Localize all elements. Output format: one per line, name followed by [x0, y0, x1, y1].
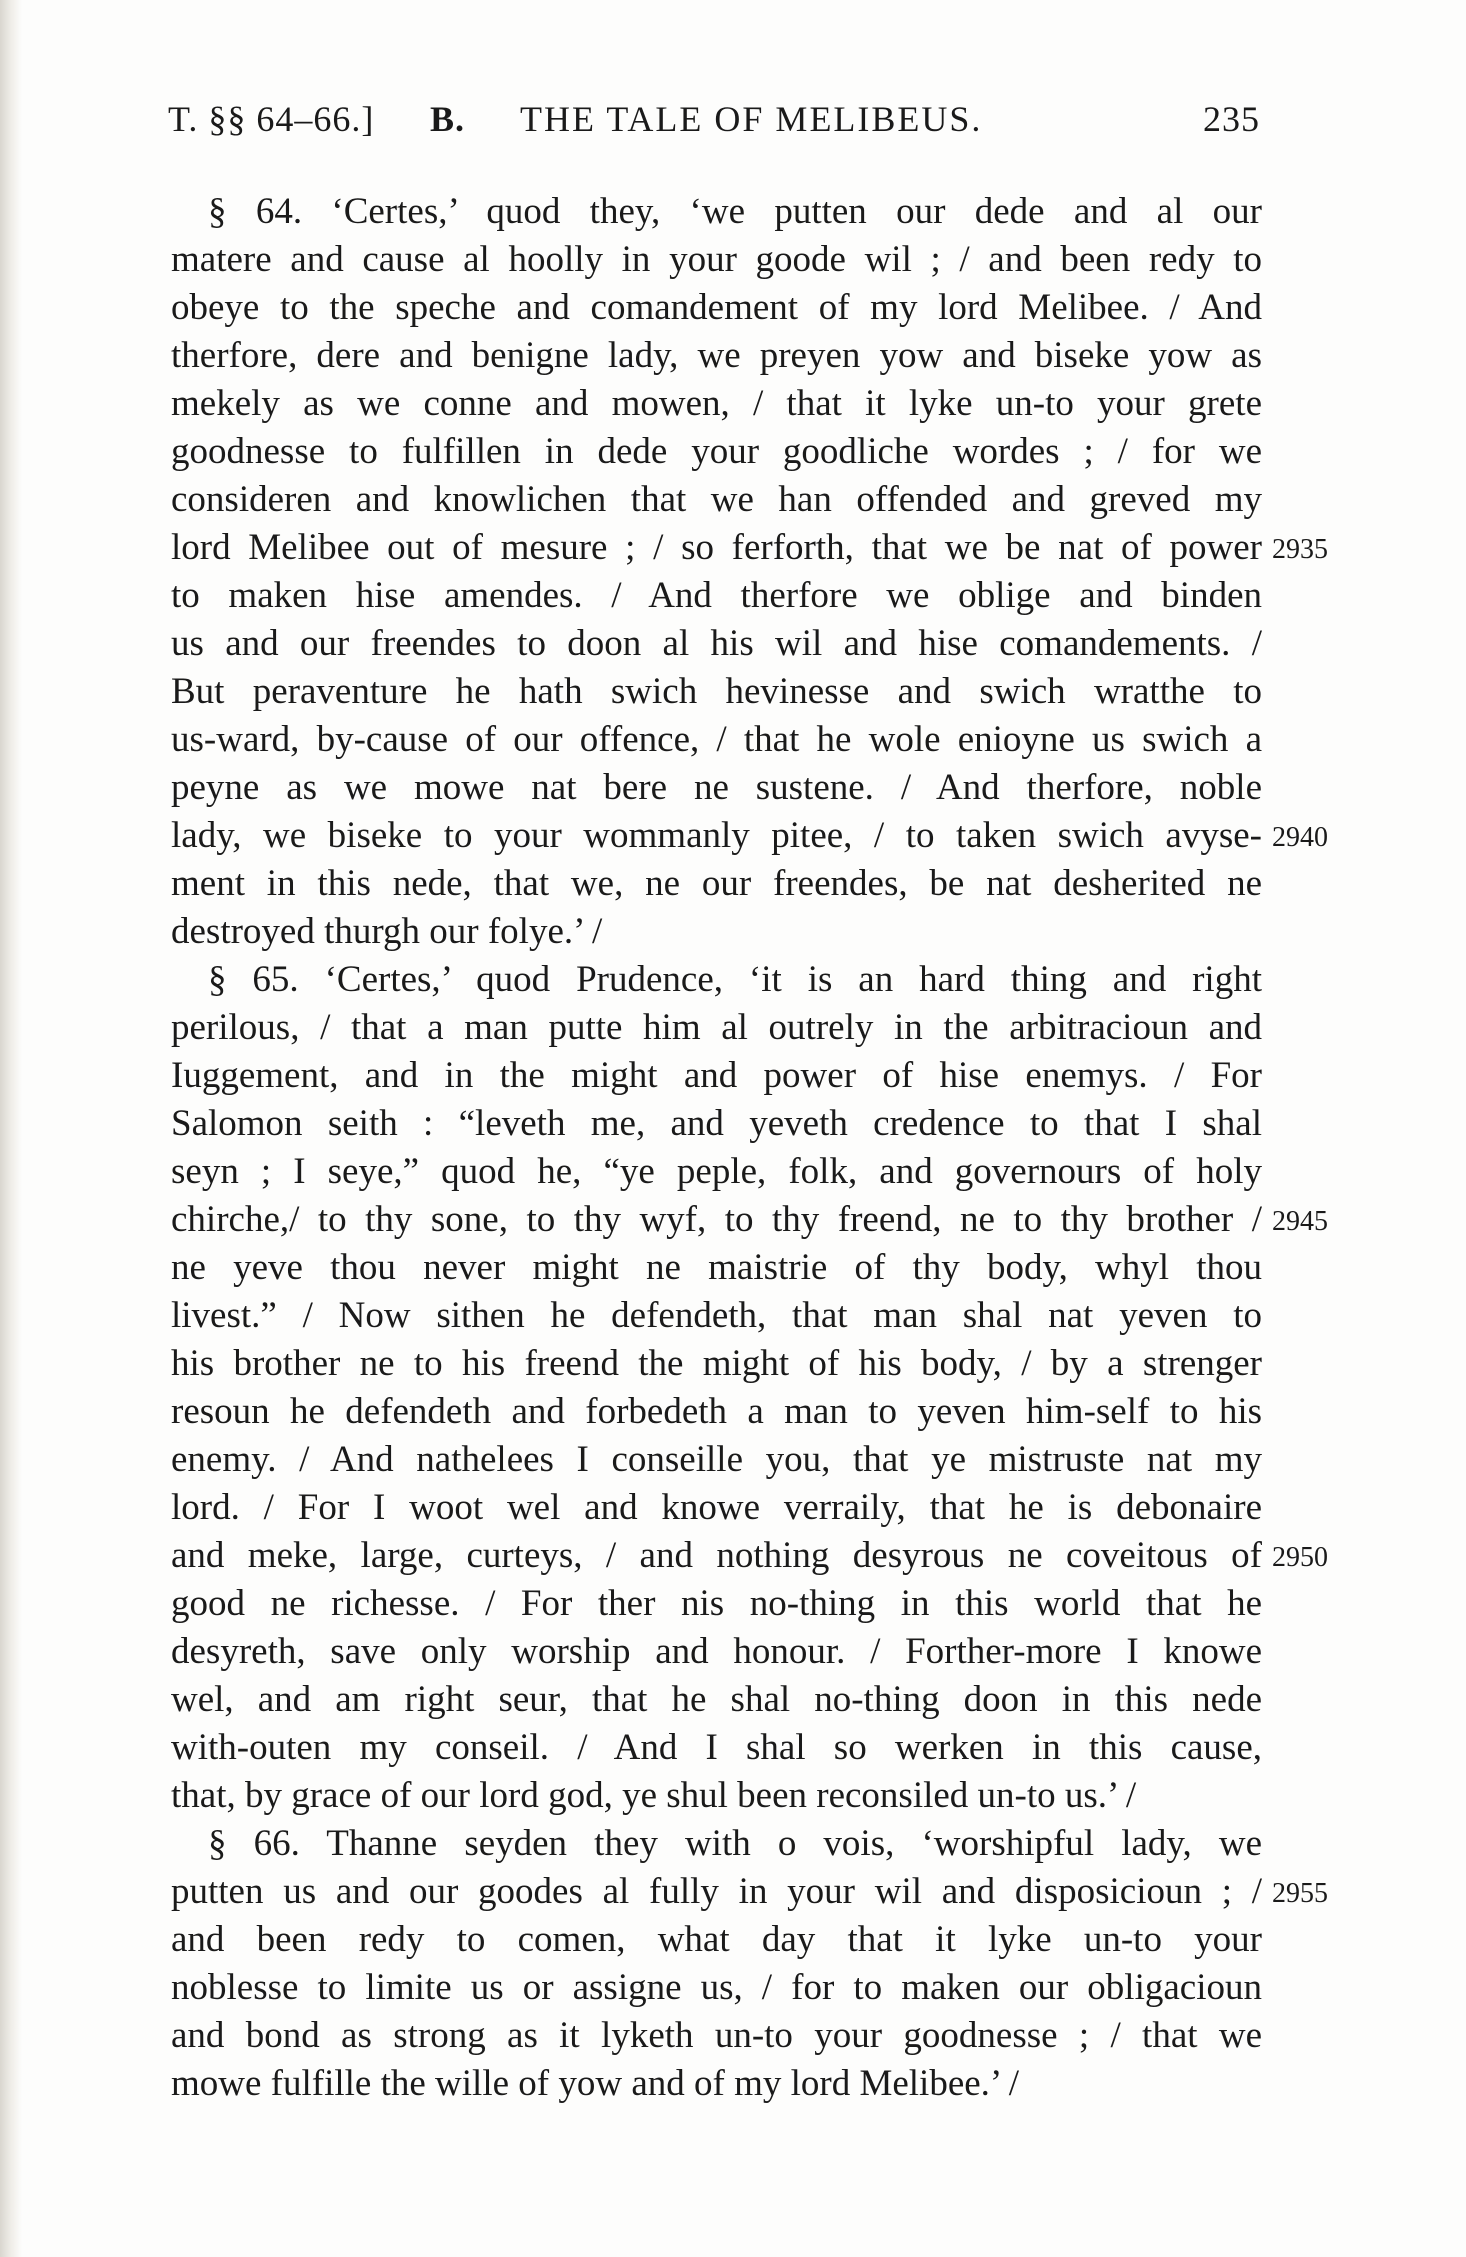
text-line: to maken hise amendes. / And therfore we oblige and binden — [171, 575, 1262, 616]
running-header — [168, 98, 1260, 158]
text-line: and bond as strong as it lyketh un-to your goodnesse ; / that we — [171, 2015, 1262, 2056]
text-line: with-outen my conseil. / And I shal so werken in this cause, — [171, 1727, 1262, 1768]
text-line: goodnesse to fulfillen in dede your goodliche wordes ; / for we — [171, 431, 1262, 472]
text-line: ne yeve thou never might ne maistrie of thy body, whyl thou — [171, 1247, 1262, 1288]
line-number: 2950 — [1272, 1542, 1328, 1573]
text-line: mowe fulfille the wille of yow and of my lord Melibee.’ / — [171, 2063, 1020, 2104]
text-line: putten us and our goodes al fully in your wil and disposicioun ; / — [171, 1871, 1262, 1912]
text-line: But peraventure he hath swich hevinesse and swich wratthe to — [171, 671, 1262, 712]
text-line: peyne as we mowe nat bere ne sustene. / And therfore, noble — [171, 767, 1262, 808]
text-line: good ne richesse. / For ther nis no-thing in this world that he — [171, 1583, 1262, 1624]
text-line: enemy. / And nathelees I conseille you, that ye mistruste nat my — [171, 1439, 1262, 1480]
text-line: ment in this nede, that we, ne our freendes, be nat desherited ne — [171, 863, 1262, 904]
text-line: livest.” / Now sithen he defendeth, that man shal nat yeven to — [171, 1295, 1262, 1336]
text-line: destroyed thurgh our folye.’ / — [171, 911, 603, 952]
text-line: lord Melibee out of mesure ; / so ferforth, that we be nat of power — [171, 527, 1262, 568]
line-number: 2945 — [1272, 1206, 1328, 1237]
text-line: us-ward, by-cause of our offence, / that he wole enioyne us swich a — [171, 719, 1262, 760]
text-line: perilous, / that a man putte him al outrely in the arbitracioun and — [171, 1007, 1262, 1048]
line-number: 2935 — [1272, 534, 1328, 565]
text-line: his brother ne to his freend the might of his body, / by a strenger — [171, 1343, 1262, 1384]
header-title: THE TALE OF MELIBEUS. — [520, 99, 983, 139]
text-line: obeye to the speche and comandement of my lord Melibee. / And — [171, 287, 1262, 328]
text-line: § 64. ‘Certes,’ quod they, ‘we putten our dede and al our — [208, 191, 1262, 232]
text-line: § 65. ‘Certes,’ quod Prudence, ‘it is an hard thing and right — [208, 959, 1262, 1000]
text-line: noblesse to limite us or assigne us, / for to maken our obligacioun — [171, 1967, 1262, 2008]
text-line: therfore, dere and benigne lady, we preyen yow and biseke yow as — [171, 335, 1262, 376]
text-line: seyn ; I seye,” quod he, “ye peple, folk, and governours of holy — [171, 1151, 1262, 1192]
text-line: § 66. Thanne seyden they with o vois, ‘worshipful lady, we — [208, 1823, 1262, 1864]
text-line: resoun he defendeth and forbedeth a man to yeven him-self to his — [171, 1391, 1262, 1432]
line-number: 2940 — [1272, 822, 1328, 853]
text-line: desyreth, save only worship and honour. / Forther-more I knowe — [171, 1631, 1262, 1672]
text-line: consideren and knowlichen that we han offended and greved my — [171, 479, 1262, 520]
header-part: B. — [430, 99, 466, 139]
text-line: that, by grace of our lord god, ye shul been reconsiled un-to us.’ / — [171, 1775, 1137, 1816]
text-line: matere and cause al hoolly in your goode wil ; / and been redy to — [171, 239, 1262, 280]
text-line: and meke, large, curteys, / and nothing desyrous ne coveitous of — [171, 1535, 1262, 1576]
header-section-ref: T. §§ 64–66.] — [168, 99, 375, 139]
text-line: Salomon seith : “leveth me, and yeveth credence to that I shal — [171, 1103, 1262, 1144]
text-line: and been redy to comen, what day that it lyke un-to your — [171, 1919, 1262, 1960]
text-line: lady, we biseke to your wommanly pitee, / to taken swich avyse- — [171, 815, 1262, 856]
text-line: Iuggement, and in the might and power of hise enemys. / For — [171, 1055, 1262, 1096]
text-line: us and our freendes to doon al his wil and hise comandements. / — [171, 623, 1262, 664]
text-line: mekely as we conne and mowen, / that it lyke un-to your grete — [171, 383, 1262, 424]
line-number: 2955 — [1272, 1878, 1328, 1909]
text-line: wel, and am right seur, that he shal no-thing doon in this nede — [171, 1679, 1262, 1720]
text-line: lord. / For I woot wel and knowe verraily, that he is debonaire — [171, 1487, 1262, 1528]
header-page-number: 235 — [1203, 99, 1260, 139]
page-binding-edge — [0, 0, 22, 2257]
text-line: chirche,/ to thy sone, to thy wyf, to thy freend, ne to thy brother / — [171, 1199, 1262, 1240]
